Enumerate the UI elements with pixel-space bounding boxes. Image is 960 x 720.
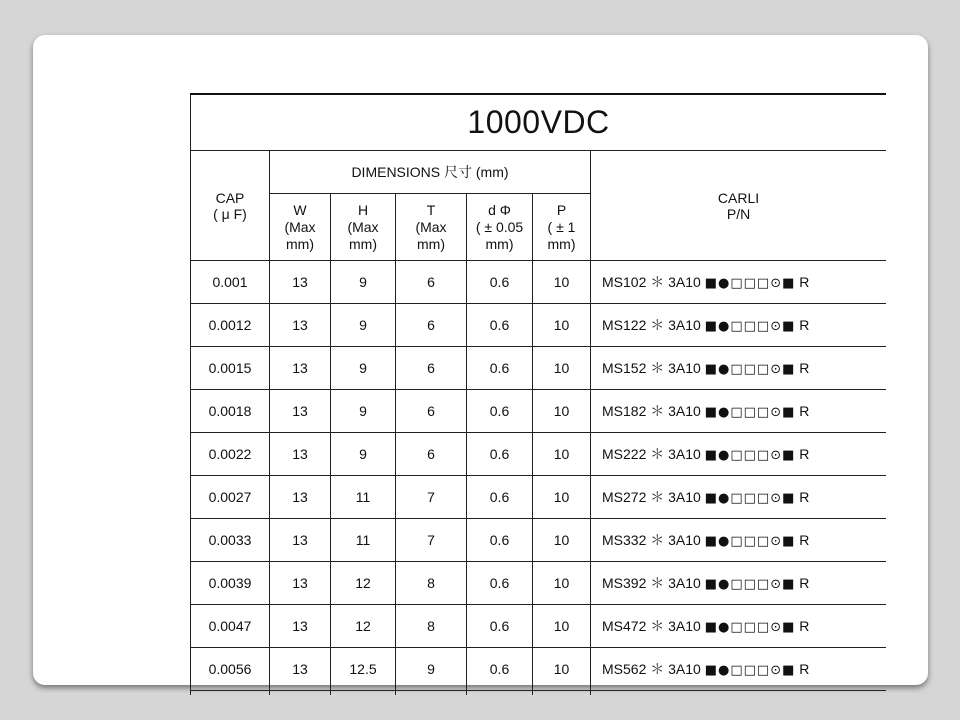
cell-p: 10 xyxy=(533,476,591,519)
cap-header-line1: CAP xyxy=(215,189,245,206)
part-number-end: R xyxy=(799,317,810,333)
cell-p: 10 xyxy=(533,605,591,648)
cell-d: 0.6 xyxy=(467,347,533,390)
cell-part-number xyxy=(591,519,887,562)
column-header-t-l2: (Max xyxy=(415,218,447,235)
part-number-base: MS222 ＊ 3A10 xyxy=(602,446,701,462)
cell-t: 7 xyxy=(396,476,467,519)
part-number-base: MS392 ＊ 3A10 xyxy=(602,575,701,591)
table-row xyxy=(191,648,887,691)
cell-cap: 0.0027 xyxy=(191,476,270,519)
cell-d: 0.6 xyxy=(467,433,533,476)
column-header-p-l2: ( ± 1 xyxy=(547,218,576,235)
part-number-code-symbols: ■●□□□⊙■ xyxy=(704,405,796,420)
cell-cap: 0.0018 xyxy=(191,390,270,433)
column-header-p xyxy=(533,194,591,261)
cell-d: 0.6 xyxy=(467,304,533,347)
slide-card xyxy=(33,35,928,685)
table-row xyxy=(191,390,887,433)
cell-d: 0.6 xyxy=(467,390,533,433)
column-header-d-l2: ( ± 0.05 xyxy=(475,218,524,235)
column-header-p-l1: P xyxy=(556,201,567,218)
part-number-code-symbols: ■●□□□⊙■ xyxy=(704,577,796,592)
table-row xyxy=(191,562,887,605)
column-header-d-l3: mm) xyxy=(485,235,514,252)
cell-cap: 0.0022 xyxy=(191,433,270,476)
cell-cap: 0.0056 xyxy=(191,648,270,691)
cell-t: 6 xyxy=(396,261,467,304)
cell-p: 10 xyxy=(533,433,591,476)
part-number-end: R xyxy=(799,618,810,634)
cell-cap: 0.0012 xyxy=(191,304,270,347)
cell-w: 13 xyxy=(270,347,331,390)
column-header-w xyxy=(270,194,331,261)
part-number-end: R xyxy=(799,532,810,548)
part-number-code-symbols: ■●□□□⊙■ xyxy=(704,534,796,549)
table-row xyxy=(191,347,887,390)
cell-t: 8 xyxy=(396,562,467,605)
column-header-t xyxy=(396,194,467,261)
cell-part-number xyxy=(591,691,887,696)
capacitor-spec-table xyxy=(190,93,886,695)
cell-p: 10 xyxy=(533,648,591,691)
column-header-w-l3: mm) xyxy=(286,235,314,252)
cell-part-number xyxy=(591,562,887,605)
column-header-p-l3: mm) xyxy=(547,235,576,252)
part-number-end: R xyxy=(799,575,810,591)
part-number-code-symbols: ■●□□□⊙■ xyxy=(704,663,796,678)
carli-header-line1: CARLI xyxy=(717,189,760,206)
cell-w: 13 xyxy=(270,433,331,476)
cell-h: 9 xyxy=(331,433,396,476)
part-number-end: R xyxy=(799,360,810,376)
part-number-base: MS152 ＊ 3A10 xyxy=(602,360,701,376)
cell-p xyxy=(533,691,591,696)
cell-h: 12 xyxy=(331,605,396,648)
cell-d: 0.6 xyxy=(467,605,533,648)
column-header-t-l1: T xyxy=(426,201,436,218)
cell-w: 13 xyxy=(270,261,331,304)
cell-t: 6 xyxy=(396,433,467,476)
cell-h xyxy=(331,691,396,696)
cell-d xyxy=(467,691,533,696)
part-number-base: MS182 ＊ 3A10 xyxy=(602,403,701,419)
cell-d: 0.6 xyxy=(467,648,533,691)
part-number-code-symbols: ■●□□□⊙■ xyxy=(704,620,796,635)
cell-h: 11 xyxy=(331,476,396,519)
table-row xyxy=(191,433,887,476)
cell-cap: 0.001 xyxy=(191,261,270,304)
cell-part-number xyxy=(591,605,887,648)
column-header-h-l2: (Max xyxy=(347,218,379,235)
part-number-code-symbols: ■●□□□⊙■ xyxy=(704,448,796,463)
cell-t: 6 xyxy=(396,390,467,433)
part-number-code-symbols: ■●□□□⊙■ xyxy=(704,319,796,334)
cell-w: 13 xyxy=(270,605,331,648)
cell-p: 10 xyxy=(533,519,591,562)
part-number-code-symbols: ■●□□□⊙■ xyxy=(704,362,796,377)
cell-part-number xyxy=(591,476,887,519)
part-number-end: R xyxy=(799,489,810,505)
cell-t: 7 xyxy=(396,519,467,562)
cell-d: 0.6 xyxy=(467,562,533,605)
part-number-base: MS332 ＊ 3A10 xyxy=(602,532,701,548)
cell-t xyxy=(396,691,467,696)
cell-part-number xyxy=(591,304,887,347)
table-row xyxy=(191,605,887,648)
part-number-base: MS102 ＊ 3A10 xyxy=(602,274,701,290)
cell-part-number xyxy=(591,347,887,390)
cell-w xyxy=(270,691,331,696)
cell-t: 9 xyxy=(396,648,467,691)
cell-d: 0.6 xyxy=(467,476,533,519)
carli-header-line2: P/N xyxy=(726,205,751,222)
column-header-d-l1: d Φ xyxy=(488,201,511,218)
cell-cap: 0.0039 xyxy=(191,562,270,605)
spec-sheet xyxy=(190,93,886,695)
part-number-end: R xyxy=(799,403,810,419)
column-header-h xyxy=(331,194,396,261)
table-row xyxy=(191,476,887,519)
cell-part-number xyxy=(591,433,887,476)
table-row xyxy=(191,261,887,304)
column-header-d xyxy=(467,194,533,261)
cell-w: 13 xyxy=(270,562,331,605)
cell-d: 0.6 xyxy=(467,261,533,304)
cell-w: 13 xyxy=(270,648,331,691)
cell-d: 0.6 xyxy=(467,519,533,562)
column-header-t-l3: mm) xyxy=(417,235,445,252)
cell-w: 13 xyxy=(270,304,331,347)
cell-w: 13 xyxy=(270,519,331,562)
part-number-end: R xyxy=(799,274,810,290)
cell-t: 6 xyxy=(396,304,467,347)
table-row xyxy=(191,304,887,347)
cell-part-number xyxy=(591,390,887,433)
part-number-end: R xyxy=(799,446,810,462)
column-header-h-l3: mm) xyxy=(349,235,377,252)
cell-p: 10 xyxy=(533,390,591,433)
cell-h: 9 xyxy=(331,261,396,304)
part-number-base: MS272 ＊ 3A10 xyxy=(602,489,701,505)
part-number-base: MS562 ＊ 3A10 xyxy=(602,661,701,677)
cell-w: 13 xyxy=(270,390,331,433)
cell-h: 9 xyxy=(331,304,396,347)
cell-h: 12 xyxy=(331,562,396,605)
cell-w: 13 xyxy=(270,476,331,519)
part-number-base: MS472 ＊ 3A10 xyxy=(602,618,701,634)
part-number-end: R xyxy=(799,661,810,677)
cell-cap: 0.0047 xyxy=(191,605,270,648)
column-header-w-l2: (Max xyxy=(284,218,316,235)
cell-part-number xyxy=(591,648,887,691)
cell-h: 9 xyxy=(331,390,396,433)
cell-p: 10 xyxy=(533,562,591,605)
table-row xyxy=(191,519,887,562)
table-title: 1000VDC xyxy=(191,94,887,151)
cell-h: 9 xyxy=(331,347,396,390)
cell-t: 6 xyxy=(396,347,467,390)
cell-h: 12.5 xyxy=(331,648,396,691)
column-header-h-l1: H xyxy=(357,201,369,218)
cell-cap: 0.0015 xyxy=(191,347,270,390)
cell-h: 11 xyxy=(331,519,396,562)
carli-pn-header xyxy=(591,151,887,261)
cell-p: 10 xyxy=(533,304,591,347)
part-number-code-symbols: ■●□□□⊙■ xyxy=(704,276,796,291)
cap-header-line2: ( μ F) xyxy=(213,205,247,222)
cell-cap: 0.0033 xyxy=(191,519,270,562)
dimensions-header: DIMENSIONS 尺寸 (mm) xyxy=(270,151,591,194)
column-header-w-l1: W xyxy=(293,201,307,218)
cell-cap xyxy=(191,691,270,696)
cell-part-number xyxy=(591,261,887,304)
table-row xyxy=(191,691,887,696)
cap-header xyxy=(191,151,270,261)
cell-p: 10 xyxy=(533,261,591,304)
cell-p: 10 xyxy=(533,347,591,390)
part-number-base: MS122 ＊ 3A10 xyxy=(602,317,701,333)
cell-t: 8 xyxy=(396,605,467,648)
part-number-code-symbols: ■●□□□⊙■ xyxy=(704,491,796,506)
